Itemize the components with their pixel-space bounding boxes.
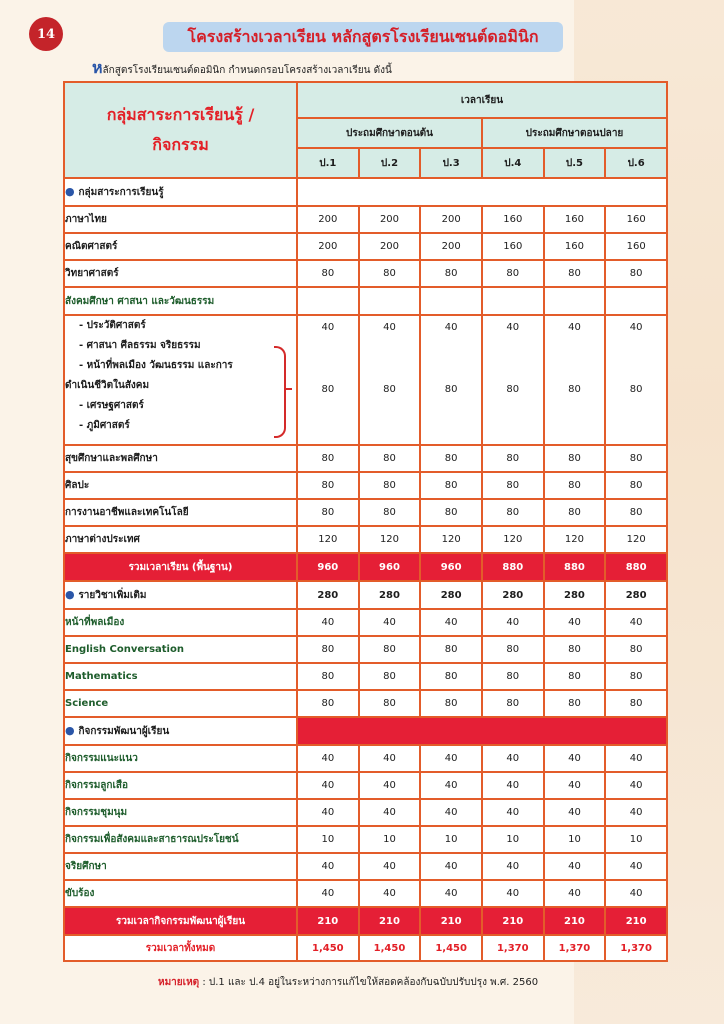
row-value: 1,450 [359, 935, 421, 961]
row-value: 80 [297, 260, 359, 287]
section-activities-band [297, 717, 667, 745]
row-value: 880 [605, 553, 667, 581]
section-additional-text: รายวิชาเพิ่มเติม [78, 589, 147, 601]
row-value: 160 [482, 233, 544, 260]
row-value: 40 [297, 853, 359, 880]
table-row [64, 499, 667, 526]
history-value: 40 [568, 322, 581, 333]
header-grade: ป.6 [605, 148, 667, 178]
section-core-text: กลุ่มสาระการเรียนรู้ [78, 186, 164, 198]
row-value: 80 [297, 445, 359, 472]
row-value: 80 [420, 260, 482, 287]
history-value: 40 [444, 322, 458, 333]
row-value: 80 [359, 472, 421, 499]
row-value: 40 [420, 772, 482, 799]
row-value: 880 [544, 553, 606, 581]
table-row [64, 445, 667, 472]
row-value: 80 [420, 690, 482, 717]
row-value: 80 [420, 636, 482, 663]
table-row [64, 526, 667, 553]
row-value: 10 [482, 826, 544, 853]
row-value [297, 315, 359, 445]
row-value: 80 [544, 445, 606, 472]
row-label: รวมเวลาทั้งหมด [64, 935, 297, 961]
row-value: 40 [420, 609, 482, 636]
row-value: 210 [482, 907, 544, 935]
row-value: 40 [297, 799, 359, 826]
table-row [64, 663, 667, 690]
row-value: 40 [482, 853, 544, 880]
row-value [359, 315, 421, 445]
row-value: 120 [359, 526, 421, 553]
row-value: 80 [420, 445, 482, 472]
row-value: 80 [359, 636, 421, 663]
row-value-empty [544, 287, 606, 315]
table-row [64, 853, 667, 880]
others-value: 80 [383, 384, 396, 395]
row-value: 200 [420, 233, 482, 260]
section-core-label [64, 178, 297, 206]
row-value: 880 [482, 553, 544, 581]
row-label: Science [64, 690, 297, 717]
row-value: 280 [420, 581, 482, 609]
section-additional-label [64, 581, 297, 609]
social-subitem: - ประวัติศาสตร์ [79, 320, 146, 331]
row-value: 200 [359, 206, 421, 233]
row-value: 80 [359, 690, 421, 717]
header-lower-primary: ประถมศึกษาตอนต้น [297, 118, 482, 148]
section-activities-label [64, 717, 297, 745]
header-study-time: เวลาเรียน [297, 82, 667, 118]
table-row [64, 799, 667, 826]
row-value: 280 [297, 581, 359, 609]
row-value: 210 [544, 907, 606, 935]
row-label: จริยศึกษา [64, 853, 297, 880]
row-value: 40 [605, 745, 667, 772]
row-value: 160 [605, 206, 667, 233]
row-value: 80 [544, 260, 606, 287]
row-value: 40 [420, 745, 482, 772]
row-value: 200 [297, 233, 359, 260]
row-label: การงานอาชีพและเทคโนโลยี [64, 499, 297, 526]
row-value-empty [359, 287, 421, 315]
row-value: 200 [420, 206, 482, 233]
table-row [64, 206, 667, 233]
row-value: 40 [359, 799, 421, 826]
header-main-line1: กลุ่มสาระการเรียนรู้ / [106, 105, 255, 124]
row-value: 10 [605, 826, 667, 853]
row-value: 200 [359, 233, 421, 260]
row-value: 40 [482, 880, 544, 907]
section-core-blank [297, 178, 667, 206]
table-row [64, 826, 667, 853]
row-value: 40 [482, 799, 544, 826]
brace-icon [274, 346, 286, 438]
row-value: 210 [420, 907, 482, 935]
history-value: 40 [629, 322, 643, 333]
table-row [64, 772, 667, 799]
row-label: กิจกรรมแนะแนว [64, 745, 297, 772]
intro-drop-cap: ห [92, 58, 103, 77]
row-value: 40 [482, 609, 544, 636]
row-value: 160 [605, 233, 667, 260]
row-value: 40 [359, 772, 421, 799]
header-grade: ป.5 [544, 148, 606, 178]
row-value: 120 [297, 526, 359, 553]
row-value: 80 [359, 260, 421, 287]
social-subitems [64, 315, 297, 445]
timetable [63, 81, 668, 962]
row-value: 80 [482, 663, 544, 690]
header-grade: ป.4 [482, 148, 544, 178]
core-total-row [64, 553, 667, 581]
footnote-label: หมายเหตุ [158, 977, 200, 988]
row-value: 40 [359, 853, 421, 880]
header-grade: ป.1 [297, 148, 359, 178]
row-label: รวมเวลากิจกรรมพัฒนาผู้เรียน [64, 907, 297, 935]
section-additional [64, 581, 667, 609]
row-value: 80 [482, 260, 544, 287]
history-value: 40 [321, 322, 335, 333]
row-value: 80 [482, 636, 544, 663]
bullet-icon: ● [65, 587, 79, 601]
row-value: 80 [544, 499, 606, 526]
row-value: 10 [297, 826, 359, 853]
header-main-line2: กิจกรรม [152, 135, 209, 154]
intro-body: ลักสูตรโรงเรียนเซนต์ดอมินิก กำหนดกรอบโครงสร้างเวลาเรียน ดังนี้ [102, 65, 392, 76]
header-grade: ป.3 [420, 148, 482, 178]
header-upper-primary: ประถมศึกษาตอนปลาย [482, 118, 667, 148]
row-value [544, 315, 606, 445]
row-value: 40 [544, 609, 606, 636]
row-value: 40 [605, 880, 667, 907]
row-value: 1,370 [544, 935, 606, 961]
footnote-text: : ป.1 และ ป.4 อยู่ในระหว่างการแก้ไขให้สอดคล้องกับฉบับปรับปรุง พ.ศ. 2560 [199, 977, 539, 988]
others-value: 80 [506, 384, 520, 395]
row-label: หน้าที่พลเมือง [64, 609, 297, 636]
row-value: 80 [482, 445, 544, 472]
social-subitem: - ศาสนา ศีลธรรม จริยธรรม [79, 340, 201, 351]
row-value: 120 [605, 526, 667, 553]
row-value: 960 [359, 553, 421, 581]
row-value: 80 [297, 499, 359, 526]
table-row [64, 287, 667, 315]
row-value: 40 [605, 799, 667, 826]
row-value: 960 [297, 553, 359, 581]
others-value: 80 [629, 384, 643, 395]
row-value: 80 [482, 690, 544, 717]
row-value: 80 [605, 499, 667, 526]
row-value: 280 [605, 581, 667, 609]
row-value: 80 [359, 663, 421, 690]
row-value: 80 [297, 690, 359, 717]
row-value: 80 [420, 472, 482, 499]
row-value: 40 [544, 745, 606, 772]
row-value: 40 [359, 880, 421, 907]
row-value: 160 [544, 233, 606, 260]
row-value: 120 [420, 526, 482, 553]
table-row [64, 690, 667, 717]
row-value: 80 [544, 472, 606, 499]
row-value: 40 [359, 745, 421, 772]
footnote [158, 975, 538, 990]
section-activities-text: กิจกรรมพัฒนาผู้เรียน [78, 725, 170, 737]
row-value: 160 [544, 206, 606, 233]
row-value: 210 [359, 907, 421, 935]
row-label: รวมเวลาเรียน (พื้นฐาน) [64, 553, 297, 581]
row-value: 160 [482, 206, 544, 233]
section-activities [64, 717, 667, 745]
bullet-icon: ● [65, 723, 79, 737]
row-label: กิจกรรมเพื่อสังคมและสาธารณประโยชน์ [64, 826, 297, 853]
brace-tip-icon [284, 388, 292, 390]
row-value: 210 [605, 907, 667, 935]
header-subject-group [64, 82, 297, 178]
row-value: 40 [544, 799, 606, 826]
row-label: กิจกรรมชุมนุม [64, 799, 297, 826]
row-value: 10 [359, 826, 421, 853]
row-label: วิทยาศาสตร์ [64, 260, 297, 287]
row-label: Mathematics [64, 663, 297, 690]
row-value: 40 [605, 853, 667, 880]
row-label: กิจกรรมลูกเสือ [64, 772, 297, 799]
row-label: คณิตศาสตร์ [64, 233, 297, 260]
social-subitem: - เศรษฐศาสตร์ [79, 400, 144, 411]
row-label: ศิลปะ [64, 472, 297, 499]
row-value: 40 [297, 745, 359, 772]
row-value: 40 [297, 609, 359, 636]
row-value: 80 [359, 499, 421, 526]
row-value: 120 [544, 526, 606, 553]
page-title: โครงสร้างเวลาเรียน หลักสูตรโรงเรียนเซนต์ดอมินิก [163, 22, 563, 52]
row-value: 280 [482, 581, 544, 609]
row-value: 10 [544, 826, 606, 853]
section-core [64, 178, 667, 206]
row-label: ภาษาต่างประเทศ [64, 526, 297, 553]
row-label: สุขศึกษาและพลศึกษา [64, 445, 297, 472]
row-value: 80 [605, 472, 667, 499]
others-value: 80 [321, 384, 335, 395]
row-value: 40 [420, 799, 482, 826]
row-value: 80 [420, 499, 482, 526]
row-value: 1,370 [482, 935, 544, 961]
table-row [64, 745, 667, 772]
row-label: ภาษาไทย [64, 206, 297, 233]
row-value: 80 [482, 499, 544, 526]
row-value-empty [482, 287, 544, 315]
social-subitems-row [64, 315, 667, 445]
row-value: 80 [605, 636, 667, 663]
row-value: 960 [420, 553, 482, 581]
table-row [64, 880, 667, 907]
row-value: 40 [420, 880, 482, 907]
table-row [64, 609, 667, 636]
row-value: 280 [359, 581, 421, 609]
row-value [605, 315, 667, 445]
row-value: 40 [297, 880, 359, 907]
row-value: 80 [605, 690, 667, 717]
row-label: English Conversation [64, 636, 297, 663]
row-value: 80 [482, 472, 544, 499]
row-value: 1,450 [420, 935, 482, 961]
row-value-empty [605, 287, 667, 315]
others-value: 80 [568, 384, 581, 395]
bullet-icon: ● [65, 184, 79, 198]
row-value-empty [297, 287, 359, 315]
row-value: 200 [297, 206, 359, 233]
row-value: 40 [359, 609, 421, 636]
table-row [64, 472, 667, 499]
history-value: 40 [506, 322, 520, 333]
row-value: 80 [544, 663, 606, 690]
row-value [420, 315, 482, 445]
row-value: 40 [544, 772, 606, 799]
page-number: 14 [29, 17, 63, 51]
row-value [482, 315, 544, 445]
row-label: สังคมศึกษา ศาสนา และวัฒนธรรม [64, 287, 297, 315]
header-grade: ป.2 [359, 148, 421, 178]
row-value: 80 [605, 260, 667, 287]
row-value: 40 [482, 772, 544, 799]
row-value: 80 [420, 663, 482, 690]
social-subitem: ดำเนินชีวิตในสังคม [65, 380, 150, 391]
row-value: 40 [297, 772, 359, 799]
row-value: 80 [544, 690, 606, 717]
row-value: 40 [605, 609, 667, 636]
row-value: 1,370 [605, 935, 667, 961]
history-value: 40 [383, 322, 396, 333]
row-label: ขับร้อง [64, 880, 297, 907]
intro-text [92, 56, 392, 81]
row-value: 280 [544, 581, 606, 609]
row-value: 40 [605, 772, 667, 799]
row-value: 40 [544, 880, 606, 907]
row-value: 10 [420, 826, 482, 853]
row-value: 80 [297, 636, 359, 663]
row-value: 210 [297, 907, 359, 935]
row-value: 80 [544, 636, 606, 663]
row-value: 80 [297, 472, 359, 499]
table-row [64, 260, 667, 287]
row-value: 80 [297, 663, 359, 690]
row-value: 80 [359, 445, 421, 472]
row-value: 40 [544, 853, 606, 880]
activity-total-row [64, 907, 667, 935]
row-value: 80 [605, 445, 667, 472]
row-value: 80 [605, 663, 667, 690]
table-row [64, 233, 667, 260]
row-value: 40 [482, 745, 544, 772]
social-subitem: - หน้าที่พลเมือง วัฒนธรรม และการ [79, 360, 233, 371]
row-value: 120 [482, 526, 544, 553]
row-value: 1,450 [297, 935, 359, 961]
row-value: 40 [420, 853, 482, 880]
others-value: 80 [444, 384, 458, 395]
row-value-empty [420, 287, 482, 315]
social-subitem: - ภูมิศาสตร์ [79, 420, 130, 431]
table-row [64, 636, 667, 663]
grand-total-row [64, 935, 667, 961]
